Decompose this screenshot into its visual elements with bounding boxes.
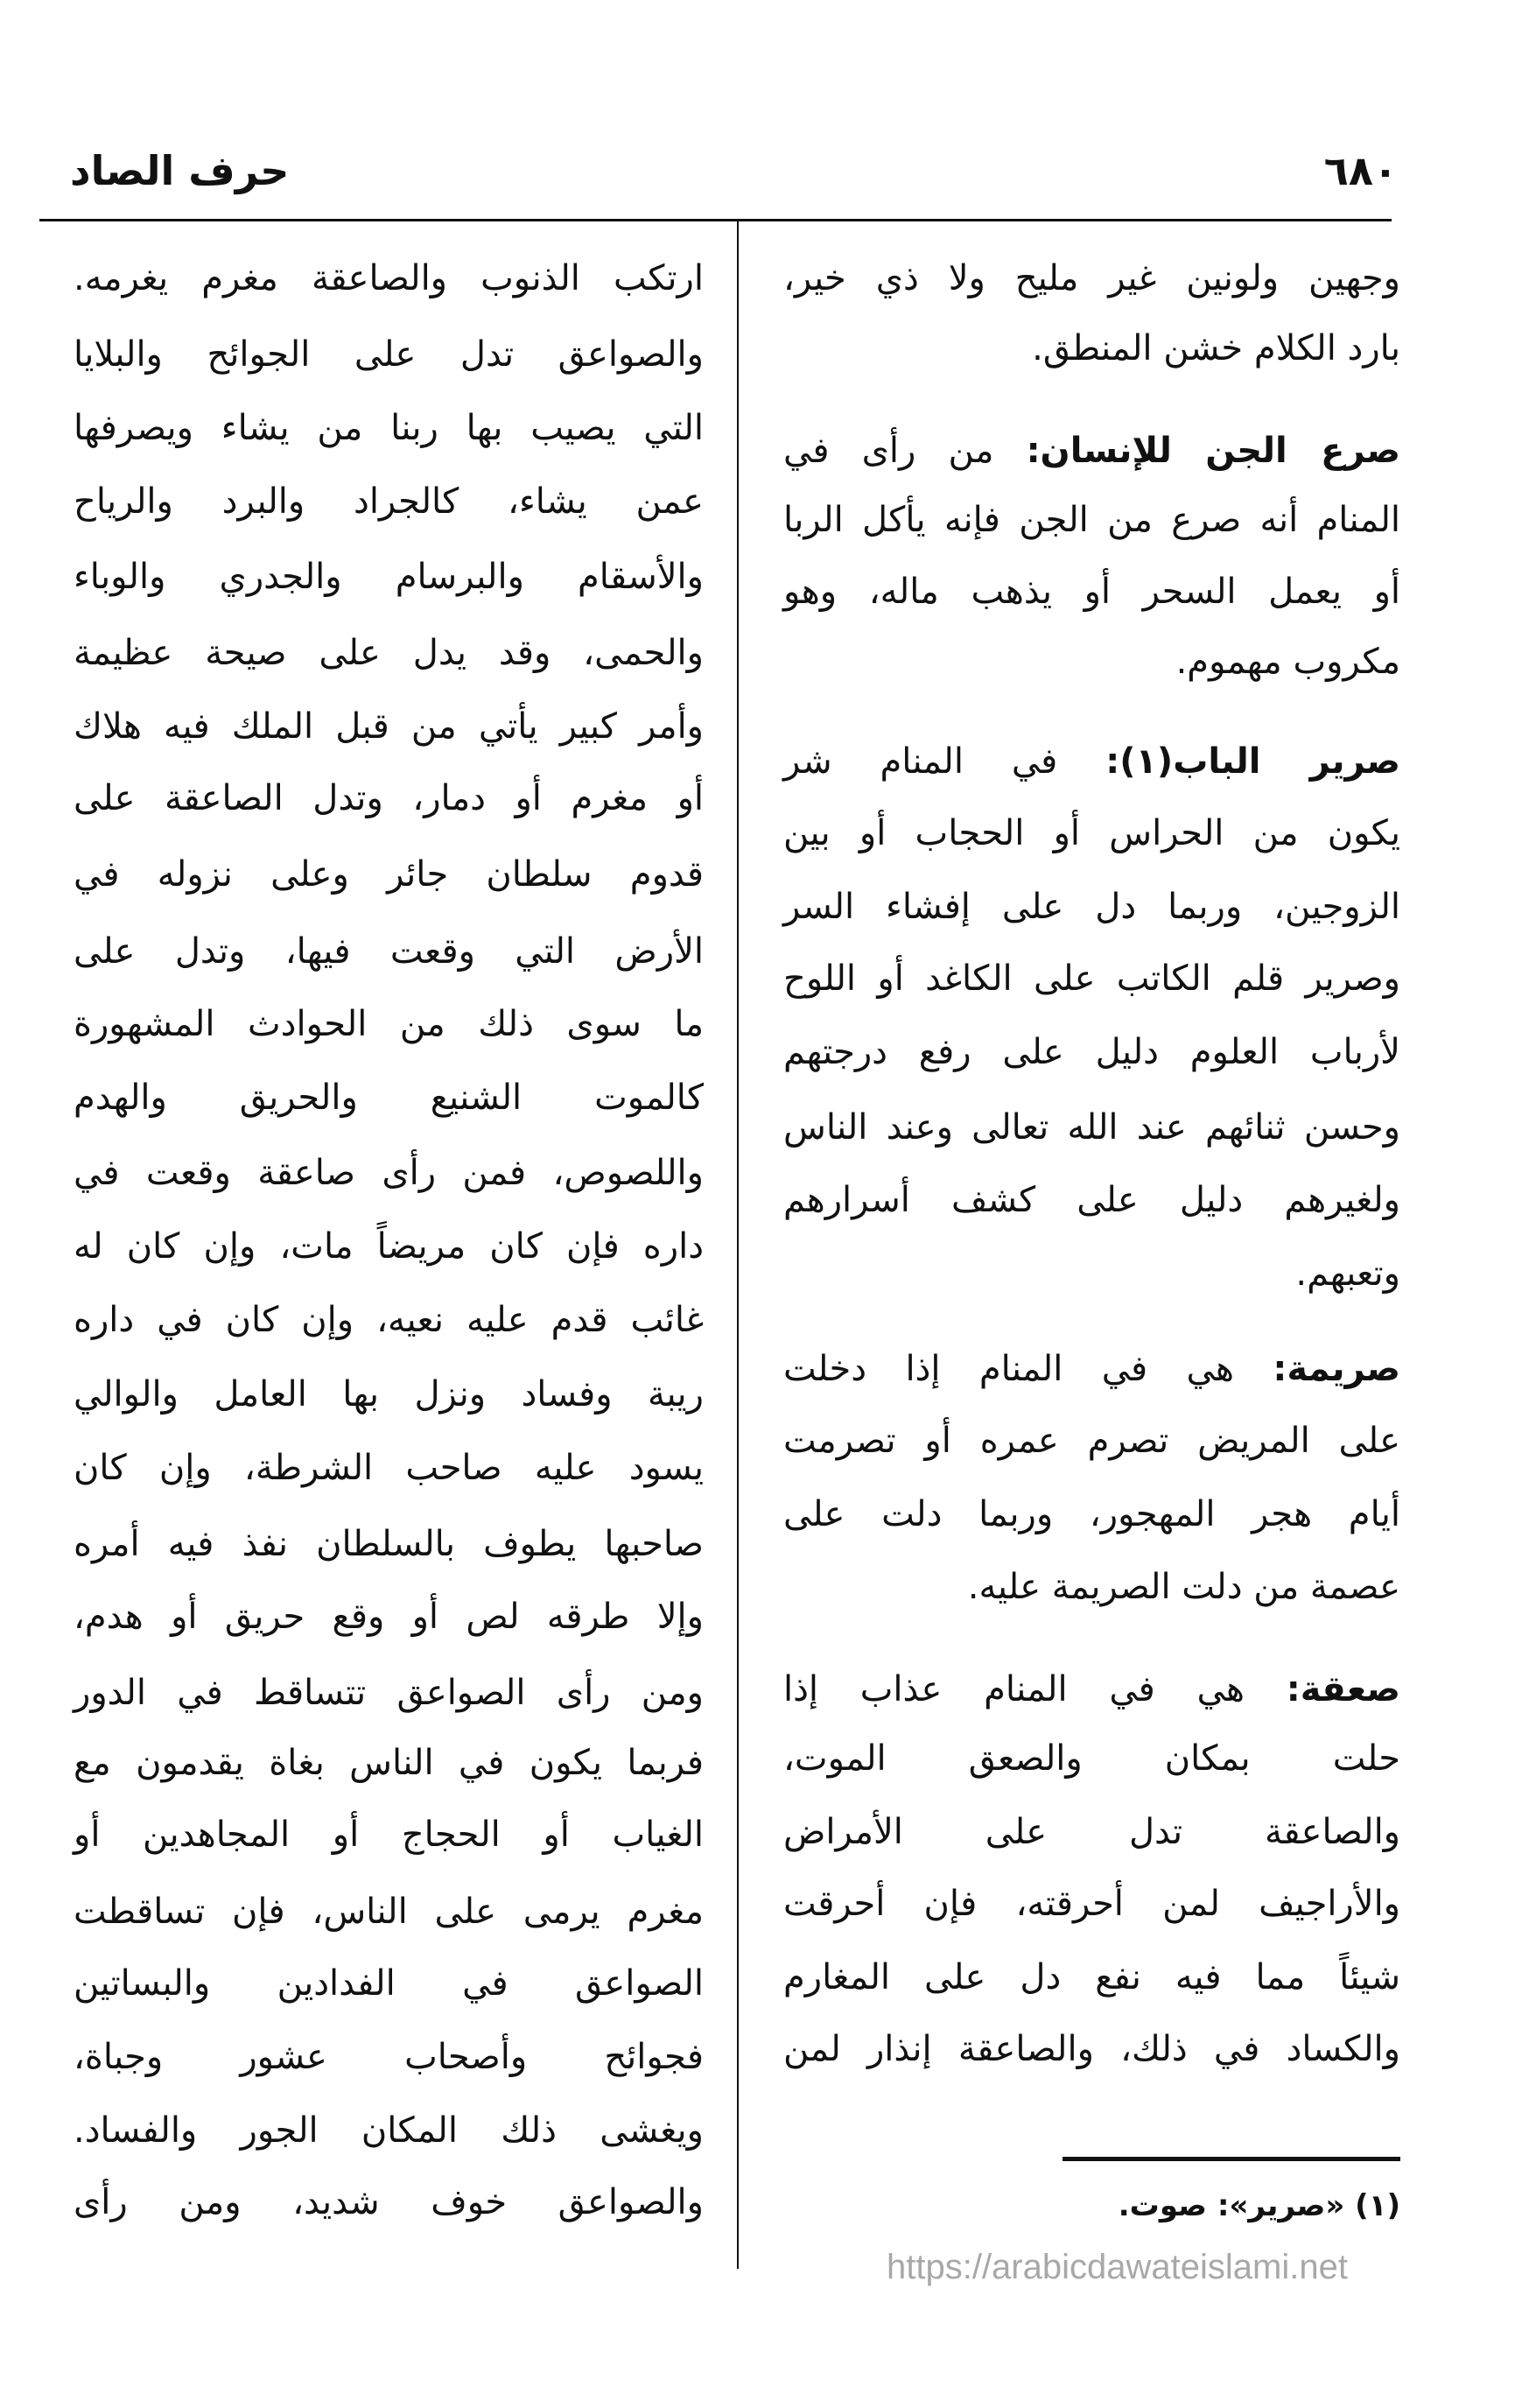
text-line: والصواعق تدل على الجوائح والبلايا [74,334,704,375]
footnote-rule [1063,2157,1400,2161]
text-line [783,1410,1400,1471]
text-line: يسود عليه صاحب الشرطة، وإن كان [74,1448,704,1488]
running-header: حرف الصاد [70,147,290,194]
line-text: والكساد في ذلك، والصاعقة إنذار لمن [783,2029,1400,2069]
line-text: حلت بمكان والصعق الموت، [783,1738,1400,1779]
text-line [783,631,1400,692]
text-line [783,876,1400,937]
text-line: الغياب أو الحجاج أو المجاهدين أو [74,1815,704,1855]
text-line [783,1338,1400,1400]
text-line [783,561,1400,622]
text-line [783,1801,1400,1863]
text-line: والحمى، وقد يدل على صيحة عظيمة [74,633,704,673]
line-text: والأراجيف لمن أحرقته، فإن أحرقت [783,1884,1400,1924]
text-line [783,420,1400,481]
line-text: المنام أنه صرع من الجن فإنه يأكل الربا [783,500,1400,540]
text-line: صاحبها يطوف بالسلطان نفذ فيه أمره [74,1524,704,1564]
line-text: بارد الكلام خشن المنطق. [1032,328,1400,369]
line-text: في المنام شر [783,741,1106,782]
line-text: أيام هجر المهجور، وربما دلت على [783,1494,1400,1534]
text-line: مغرم يرمى على الناس، فإن تساقطت [74,1892,704,1932]
line-text: يكون من الحراس أو الحجاب أو بين [783,813,1400,853]
text-line: ويغشى ذلك المكان الجور والفساد. [74,2110,704,2151]
text-line [783,1484,1400,1545]
text-line: فربما يكون في الناس بغاة يقدمون مع [74,1743,704,1783]
text-line: والأسقام والبرسام والجدري والوباء [74,557,704,597]
text-line: ريبة وفساد ونزل بها العامل والوالي [74,1374,704,1415]
text-line: الأرض التي وقعت فيها، وتدل على [74,931,704,972]
text-line: وأمر كبير يأتي من قبل الملك فيه هلاك [74,706,704,747]
text-line: ما سوى ذلك من الحوادث المشهورة [74,1004,704,1044]
header-rule [39,219,1392,221]
text-line: عمن يشاء، كالجراد والبرد والرياح [74,481,704,522]
line-text: وحسن ثنائهم عند الله تعالى وعند الناس [783,1107,1400,1148]
column-divider [737,221,739,2269]
text-line [783,318,1400,379]
text-line [783,1659,1400,1720]
text-line: وإلا طرقه لص أو وقع حريق أو هدم، [74,1597,704,1637]
text-line [783,1169,1400,1231]
entry-title: صريمة: [1273,1349,1400,1389]
text-line [783,948,1400,1009]
text-line: ومن رأى الصواعق تتساقط في الدور [74,1673,704,1713]
text-line: كالموت الشنيع والحريق والهدم [74,1078,704,1118]
entry-title: صرير الباب(١): [1105,741,1401,782]
line-text: لأرباب العلوم دليل على رفع درجتهم [783,1032,1400,1072]
line-text: وصرير قلم الكاتب على الكاغد أو اللوح [783,958,1400,999]
text-line [783,731,1400,792]
text-line: واللصوص، فمن رأى صاعقة وقعت في [74,1153,704,1193]
text-line [783,1556,1400,1618]
text-line: أو مغرم أو دمار، وتدل الصاعقة على [74,778,704,818]
entry-title: صرع الجن للإنسان: [1026,431,1400,471]
text-line: فجوائح وأصحاب عشور وجباة، [74,2037,704,2077]
entry-title: صعقة: [1286,1669,1400,1709]
text-line: داره فإن كان مريضاً مات، وإن كان له [74,1226,704,1267]
line-text: مكروب مهموم. [1175,642,1400,682]
line-text: من رأى في [783,431,1027,471]
page-number: ٦٨٠ [1323,147,1398,194]
line-text: ولغيرهم دليل على كشف أسرارهم [783,1180,1400,1220]
line-text: وتعبهم. [1295,1253,1400,1294]
text-line [783,1873,1400,1934]
line-text: شيئاً مما فيه نفع دل على المغارم [783,1957,1400,1997]
text-line [783,2018,1400,2080]
text-line: والصواعق خوف شديد، ومن رأى [74,2182,704,2222]
text-line [783,1728,1400,1789]
text-line [783,1097,1400,1158]
line-text: الزوجين، وربما دل على إفشاء السر [783,887,1400,927]
text-line [783,489,1400,551]
text-line: الصواعق في الفدادين والبساتين [74,1963,704,2004]
text-line: التي يصيب بها ربنا من يشاء ويصرفها [74,408,704,448]
line-text: أو يعمل السحر أو يذهب ماله، وهو [783,572,1400,612]
text-line: ارتكب الذنوب والصاعقة مغرم يغرمه. [74,258,704,298]
text-line: غائب قدم عليه نعيه، وإن كان في داره [74,1300,704,1340]
line-text: هي في المنام عذاب إذا [783,1669,1287,1709]
line-text: وجهين ولونين غير مليح ولا ذي خير، [783,258,1400,298]
line-text: والصاعقة تدل على الأمراض [783,1812,1400,1852]
footnote: (١) «صرير»: صوت. [1118,2188,1400,2223]
text-line [783,1947,1400,2008]
line-text: عصمة من دلت الصريمة عليه. [967,1567,1400,1607]
text-line: قدوم سلطان جائر وعلى نزوله في [74,854,704,895]
text-line [783,803,1400,864]
watermark-url[interactable]: https://arabicdawateislami.net [887,2248,1348,2286]
line-text: على المريض تصرم عمره أو تصرمت [783,1421,1400,1461]
text-line [783,1243,1400,1304]
text-line [783,1021,1400,1083]
text-line [783,248,1400,309]
line-text: هي في المنام إذا دخلت [783,1349,1273,1389]
